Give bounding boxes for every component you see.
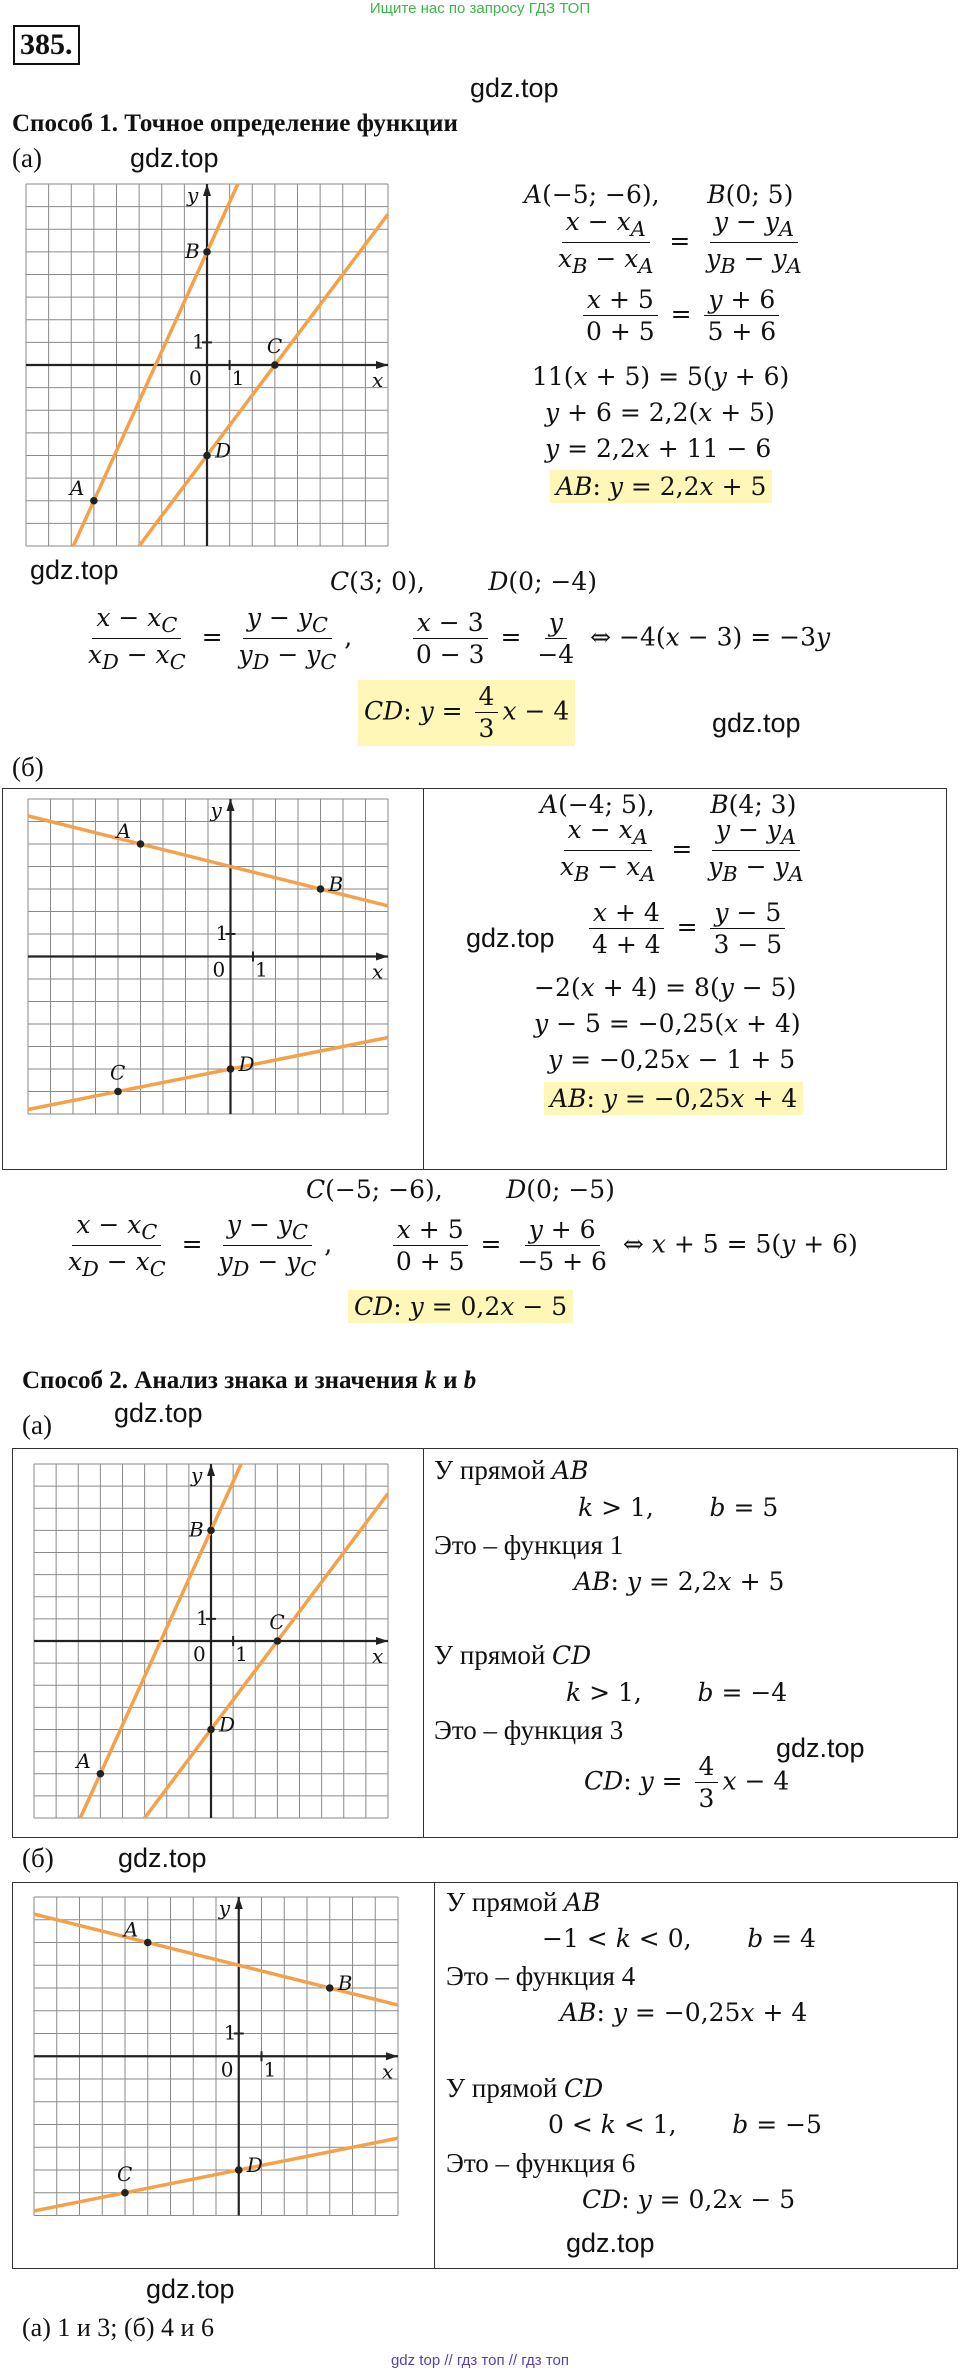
point-d — [227, 1065, 235, 1073]
footer-links[interactable]: gdz top // гдз топ // гдз топ — [390, 2352, 570, 2369]
point-label-c: C — [117, 2161, 133, 2186]
box-divider — [423, 788, 424, 1170]
point-b — [207, 1527, 215, 1535]
part-label-a: (а) — [12, 143, 42, 173]
point-c — [121, 2189, 129, 2197]
substitution-a: $\frac{x + 5}{0 + 5}$ = $\frac{y + 6}{5 + 6}$ — [578, 285, 784, 347]
y-axis-label: y — [187, 183, 199, 207]
y-axis-arrow — [227, 799, 235, 811]
step-a1: 11(x + 5) = 5(y + 6) — [532, 362, 790, 391]
part-label-b: (б) — [12, 752, 44, 782]
point-b — [203, 248, 211, 256]
m2a-ab-head: У прямой AB — [434, 1455, 589, 1485]
m2b-ab-eq: AB: y = −0,25x + 4 — [560, 1998, 808, 2027]
result-ab: AB: y = 2,2x + 5 — [550, 470, 772, 503]
step-a2: y + 6 = 2,2(x + 5) — [545, 398, 775, 427]
point-d — [203, 452, 211, 460]
point-label-c: C — [266, 334, 283, 358]
watermark: gdz.top — [130, 143, 219, 173]
points-cd-b: C(−5; −6), D(0; −5) — [306, 1175, 615, 1204]
point-a — [137, 840, 145, 848]
top-banner[interactable]: Ищите нас по запросу ГДЗ ТОП — [369, 0, 591, 17]
y-axis-label: y — [210, 798, 222, 822]
watermark: gdz.top — [470, 73, 559, 103]
method2-title: Способ 2. Анализ знака и значения k и b — [22, 1367, 477, 1394]
point-label-b: B — [185, 238, 200, 263]
part-label-b2: (б) — [22, 1843, 54, 1873]
tick-label-one: 1 — [223, 2020, 237, 2045]
result-cd: CD: y = $\frac{4}{3}$ x − 4 — [358, 680, 575, 746]
point-label-b: B — [189, 1517, 204, 1542]
point-label-a: A — [116, 819, 131, 843]
point-label-d: D — [215, 438, 232, 463]
graph-m1b — [24, 795, 392, 1161]
point-d — [207, 1726, 215, 1734]
result-ab-b: AB: y = −0,25x + 4 — [544, 1082, 803, 1115]
x-axis-label: x — [382, 2059, 394, 2084]
tick-label-one: 1 — [215, 921, 229, 945]
part-label-a2: (а) — [22, 1410, 52, 1440]
point-b — [326, 1984, 334, 1992]
point-label-b: B — [328, 872, 344, 896]
two-point-formula-a: $\frac{x - x_A}{x_B - x_A}$ = $\frac{y - y_A}{y_B - y_A}$ — [558, 207, 802, 278]
step-b2: y − 5 = −0,25(x + 4) — [534, 1009, 801, 1038]
graph-m2b — [30, 1893, 402, 2255]
y-axis-label: y — [191, 1463, 203, 1487]
point-a — [144, 1939, 152, 1947]
tick-label-one: 1 — [235, 1642, 248, 1666]
watermark: gdz.top — [30, 555, 119, 585]
answer: (а) 1 и 3; (б) 4 и 6 — [22, 2313, 214, 2342]
point-a — [97, 1770, 105, 1778]
m2a-ab-eq: AB: y = 2,2x + 5 — [574, 1567, 785, 1596]
x-axis-label: x — [372, 368, 384, 392]
point-a — [90, 497, 98, 505]
m2a-cd-cond: k > 1, b = −4 — [566, 1678, 788, 1707]
point-label-d: D — [219, 1712, 236, 1737]
point-c — [114, 1088, 122, 1096]
point-label-d: D — [246, 2153, 263, 2177]
y-axis-arrow — [203, 184, 211, 196]
origin-label: 0 — [193, 1642, 206, 1666]
m2a-cd-func: Это – функция 3 — [434, 1715, 624, 1745]
point-c — [274, 1637, 282, 1645]
origin-label: 0 — [212, 957, 226, 982]
point-d — [235, 2166, 243, 2174]
graph-line — [139, 214, 388, 546]
m2b-cd-head: У прямой CD — [446, 2073, 604, 2103]
cd-derivation-b: $\frac{x - x_C}{x_D - x_C}$ = $\frac{y - y_C}{y_D - y_C}$ , $\frac{x + 5}{0 + 5}$ = $\frac{y + 6}{-5 + 6}$ ⇔ x + 5 = 5(y + 6) — [68, 1210, 858, 1281]
substitution-b: $\frac{x + 4}{4 + 4}$ = $\frac{y - 5}{3 - 5}$ — [584, 898, 790, 960]
point-label-c: C — [269, 1610, 285, 1634]
point-label-a: A — [123, 1917, 139, 1942]
two-point-formula-b: $\frac{x - x_A}{x_B - x_A}$ = $\frac{y - y_A}{y_B - y_A}$ — [560, 815, 804, 886]
y-axis-label: y — [218, 1896, 231, 1920]
cd-derivation-a: $\frac{x - x_C}{x_D - x_C}$ = $\frac{y - y_C}{y_D - y_C}$ , $\frac{x - 3}{0 - 3}$ = $\frac{y}{-4}$ ⇔ −4(x − 3) = −3y — [88, 603, 831, 674]
origin-label: 0 — [220, 2057, 234, 2082]
points-cd: C(3; 0), D(0; −4) — [330, 567, 598, 596]
method1-title: Способ 1. Точное определение функции — [12, 110, 458, 137]
point-label-d: D — [238, 1052, 255, 1076]
point-label-a: A — [76, 1748, 91, 1773]
m2b-cd-cond: 0 < k < 1, b = −5 — [548, 2110, 822, 2139]
step-a3: y = 2,2x + 11 − 6 — [545, 434, 772, 463]
points-ab-b: A(−4; 5), B(4; 3) — [540, 790, 797, 819]
m2b-ab-func: Это – функция 4 — [446, 1961, 636, 1991]
watermark: gdz.top — [466, 923, 555, 953]
box-divider — [434, 1882, 435, 2269]
m2a-ab-func: Это – функция 1 — [434, 1530, 624, 1560]
x-axis-label: x — [372, 959, 384, 984]
m2b-cd-eq: CD: y = 0,2x − 5 — [582, 2185, 796, 2214]
point-label-c: C — [110, 1060, 126, 1085]
watermark: gdz.top — [712, 708, 801, 738]
y-axis-arrow — [235, 1897, 243, 1909]
step-b1: −2(x + 4) = 8(y − 5) — [534, 973, 797, 1002]
step-b3: y = −0,25x − 1 + 5 — [548, 1045, 796, 1074]
tick-label-one: 1 — [192, 329, 205, 354]
graph-m2a — [30, 1460, 392, 1828]
m2a-cd-eq: CD: y = $\frac{4}{3}$ x − 4 — [584, 1752, 790, 1813]
problem-number: 385. — [13, 25, 80, 65]
tick-label-one: 1 — [255, 957, 268, 982]
origin-label: 0 — [189, 366, 202, 390]
m2b-cd-func: Это – функция 6 — [446, 2148, 636, 2178]
y-axis-arrow — [207, 1464, 215, 1476]
watermark: gdz.top — [776, 1733, 865, 1763]
tick-label-one: 1 — [231, 366, 245, 390]
m2a-cd-head: У прямой CD — [434, 1640, 592, 1670]
x-axis-label: x — [372, 1644, 384, 1668]
watermark: gdz.top — [118, 1843, 207, 1873]
watermark: gdz.top — [566, 2228, 655, 2258]
result-cd-b: CD: y = 0,2x − 5 — [348, 1290, 573, 1323]
box-divider — [423, 1448, 424, 1838]
point-c — [271, 361, 279, 369]
graph-m1a — [22, 180, 392, 555]
m2a-ab-cond: k > 1, b = 5 — [578, 1493, 779, 1522]
point-label-a: A — [69, 475, 85, 500]
points-ab: A(−5; −6), B(0; 5) — [524, 180, 794, 209]
point-b — [317, 885, 325, 893]
tick-label-one: 1 — [263, 2057, 277, 2082]
watermark: gdz.top — [146, 2274, 235, 2304]
tick-label-one: 1 — [196, 1605, 209, 1630]
point-label-b: B — [337, 1971, 353, 1995]
watermark: gdz.top — [114, 1398, 203, 1428]
m2b-ab-head: У прямой AB — [446, 1887, 601, 1917]
m2b-ab-cond: −1 < k < 0, b = 4 — [542, 1924, 816, 1953]
graph-line — [145, 1494, 388, 1818]
